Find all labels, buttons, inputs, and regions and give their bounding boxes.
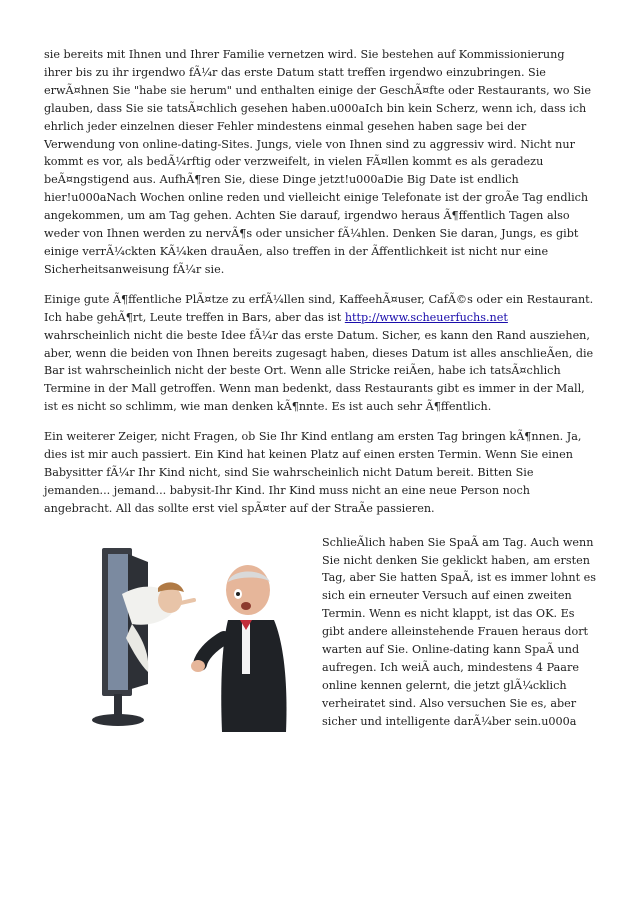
paragraph-4: SchlieÃlich haben Sie SpaÃ am Tag. Auch wenn Sie nicht denken Sie geklickt haben, am ersten Tag, aber Sie hatten SpaÃ, ist es immer lohnt es sich ein erneuter Versuch auf einen zweiten Termin. Wenn es nicht klappt, ist das OK. Es gibt andere alleinstehende Frauen heraus dort warten auf Sie. Online-dating kann SpaÃ und aufregen. Ich weiÃ auch, mindestens 4 Paare online kennen gelernt, die jetzt glÃ¼cklich verheiratet sind. Also versuchen Sie es, aber sicher und intelligente darÃ¼ber sein.u000a (322, 535, 596, 728)
document-page (44, 46, 596, 736)
paragraph-2-text-a: Einige gute Ã¶ffentliche PlÃ¤tze zu erfÃ¼llen sind, KaffeehÃ¤user, CafÃ©s oder ein Restaurant. Ich habe gehÃ¶rt, Leute treffen in Bars, aber das ist (44, 292, 594, 324)
paragraph-2 (44, 291, 596, 416)
image-section (44, 534, 596, 731)
paragraph-3: Ein weiterer Zeiger, nicht Fragen, ob Sie Ihr Kind entlang am ersten Tag bringen kÃ¶nnen. Ja, dies ist mir auch passiert. Ein Kind hat keinen Platz auf einen ersten Termin. Wenn Sie einen Babysitter fÃ¼r Ihr Kind nicht, sind Sie wahrscheinlich nicht Datum bereit. Bitten Sie jemanden... jemand... babysit-Ihr Kind. Ihr Kind muss nicht an eine neue Person noch angebracht. All das sollte erst viel spÃ¤ter auf der StraÃe passieren. (44, 430, 582, 515)
scheuerfuchs-link[interactable]: http://www.scheuerfuchs.net (344, 310, 508, 324)
online-dating-photo-icon (52, 534, 311, 732)
paragraph-2-text-b: wahrscheinlich nicht die beste Idee fÃ¼r das erste Datum. Sicher, es kann den Rand ausziehen, aber, wenn die beiden von Ihnen bereits zugesagt haben, dieses Datum ist alles anschlieÃen, die Bar ist wahrscheinlich nicht der beste Ort. Wenn alle Stricke reiÃen, habe ich tatsÃ¤chlich Termine in der Mall getroffen. Wenn man bedenkt, dass Restaurants gibt es immer in der Mall, ist es nicht so schlimm, wie man denken kÃ¶nnte. Es ist auch sehr Ã¶ffentlich. (44, 328, 594, 414)
paragraph-1: sie bereits mit Ihnen und Ihrer Familie vernetzen wird. Sie bestehen auf Kommissionierung ihrer bis zu ihr irgendwo fÃ¼r das erste Datum statt treffen irgendwo einzubringen. Sie erwÃ¤hnen Sie "habe sie herum" und enthalten einige der GeschÃ¤fte oder Restaurants, wo Sie glauben, dass Sie sie tatsÃ¤chlich gesehen haben.u000aIch bin kein Scherz, wenn ich, dass ich ehrlich jeder einzelnen dieser Fehler mindestens einmal gesehen haben sage bei der Verwendung von online-dating-Sites. Jungs, viele von Ihnen sind zu aggressiv wird. Nicht nur kommt es vor, als bedÃ¼rftig oder verzweifelt, in vielen FÃ¤llen kommt es als geradezu beÃ¤ngstigend aus. AufhÃ¶ren Sie, diese Dinge jetzt!u000aDie Big Date ist endlich hier!u000aNach Wochen online reden und vielleicht einige Telefonate ist der groÃe Tag endlich angekommen, um am Tag gehen. Achten Sie darauf, irgendwo heraus Ã¶ffentlich Tagen also weder von Ihnen werden zu nervÃ¶s oder unsicher fÃ¼hlen. Denken Sie daran, Jungs, es gibt einige verrÃ¼ckten KÃ¼ken drauÃen, also treffen in der Ãffentlichkeit ist nicht nur eine Sicherheitsanweisung fÃ¼r sie. (44, 48, 591, 276)
